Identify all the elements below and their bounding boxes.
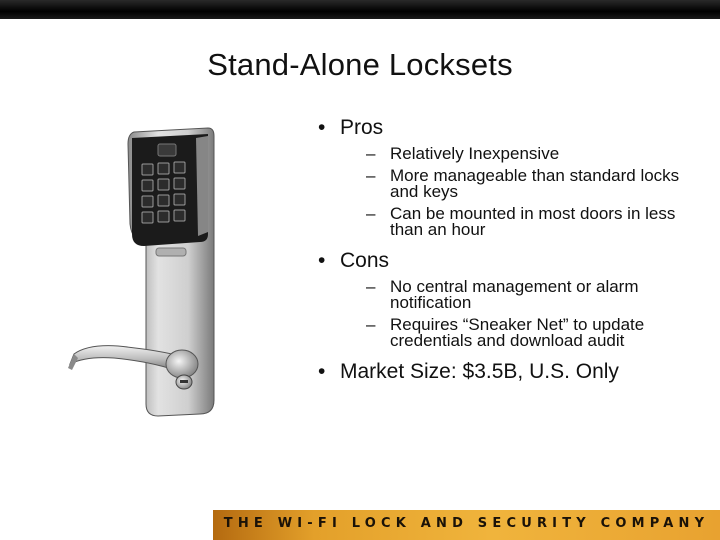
- pros-heading: Pros: [340, 116, 384, 139]
- list-item: [318, 168, 698, 200]
- market-size-text: Market Size: $3.5B, U.S. Only: [340, 360, 619, 383]
- list-item: [318, 146, 698, 162]
- cons-list: [318, 279, 698, 349]
- pros-item-text: Relatively Inexpensive: [390, 144, 560, 163]
- list-item: [318, 317, 698, 349]
- pros-bullet: [318, 115, 698, 141]
- slide-title: Stand-Alone Locksets: [207, 47, 513, 82]
- market-bullet: [318, 359, 698, 385]
- dash-marker: –: [366, 144, 376, 163]
- cons-item-text: No central management or alarm notification: [390, 277, 639, 312]
- list-item: [318, 206, 698, 238]
- footer-banner: [213, 510, 720, 540]
- list-item: [318, 279, 698, 311]
- pros-item-text: More manageable than standard locks and keys: [390, 166, 680, 201]
- footer-tagline: THE WI-FI LOCK AND SECURITY COMPANY: [223, 516, 710, 531]
- cons-heading: Cons: [340, 249, 390, 272]
- top-banner-bar: [0, 0, 720, 19]
- dash-marker: –: [366, 166, 376, 185]
- pros-item-text: Can be mounted in most doors in less than an hour: [390, 204, 676, 239]
- cons-item-text: Requires “Sneaker Net” to update credentials and download audit: [390, 315, 645, 350]
- bullet-dot: •: [318, 249, 326, 272]
- dash-marker: –: [366, 204, 376, 223]
- bullet-dot: •: [318, 116, 326, 139]
- bullet-content: [318, 115, 698, 385]
- cons-bullet: [318, 248, 698, 274]
- dash-marker: –: [366, 277, 376, 296]
- dash-marker: –: [366, 315, 376, 334]
- bullet-dot: •: [318, 360, 326, 383]
- keypad-lockset-image: [62, 124, 222, 424]
- pros-list: [318, 146, 698, 238]
